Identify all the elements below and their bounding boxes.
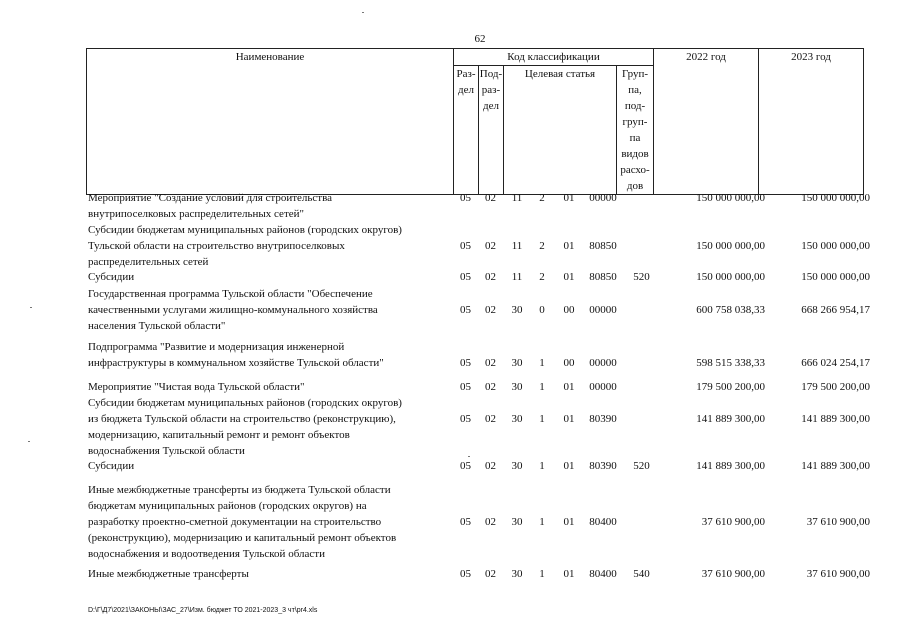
row-podrazdel: 02 [485,192,496,204]
row-razdel: 05 [460,192,471,204]
row-cs3: 01 [563,192,575,204]
row-podrazdel: 02 [485,240,496,252]
scan-speck [468,456,470,457]
row-name-line: разработку проектно-сметной документации на строительство [88,516,382,528]
row-podrazdel: 02 [485,516,496,528]
row-name [88,458,456,474]
row-y2022: 141 889 300,00 [696,460,765,472]
row-razdel: 05 [460,516,471,528]
row-cs2: 1 [539,568,545,580]
header-code: Код классификации [454,49,654,66]
row-name-line: Мероприятие "Создание условий для строительства [88,192,333,204]
row-y2023: 150 000 000,00 [801,271,870,283]
table-header [86,48,864,195]
row-cs4: 00000 [589,381,617,393]
header-target-article: Целевая статья [504,66,617,195]
row-y2023: 668 266 954,17 [801,304,870,316]
row-cs4: 80390 [589,413,617,425]
row-name-line: населения Тульской области" [88,320,226,332]
row-name-line: водоснабжения и водоотведения Тульской области [88,548,325,560]
row-cs4: 00000 [589,192,617,204]
row-cs4: 00000 [589,357,617,369]
row-name [88,482,456,562]
row-name-line: Субсидии [88,460,135,472]
row-y2023: 37 610 900,00 [806,568,870,580]
page-number: 62 [474,33,486,45]
row-cs1: 30 [511,413,523,425]
row-cs1: 11 [511,271,523,283]
row-name [88,566,456,582]
row-name-line: водоснабжения Тульской области [88,445,245,457]
footer-file-path: D:\Г\Д7\2021\ЗАКОНЫ\ЗАС_27\Изм. бюджет ТО 2021-2023_3 чт\pr4.xls [88,607,318,614]
row-cs3: 00 [563,357,575,369]
row-razdel: 05 [460,381,471,393]
row-name-line: Мероприятие "Чистая вода Тульской области" [88,381,305,393]
row-name-line: из бюджета Тульской области на строительство (реконструкцию), [88,413,396,425]
scan-speck [362,12,364,13]
row-y2023: 666 024 254,17 [801,357,870,369]
row-y2023: 150 000 000,00 [801,240,870,252]
row-cs2: 1 [539,413,545,425]
row-name-line: Тульской области на строительство внутрипоселковых [88,240,345,252]
row-cs2: 1 [539,516,545,528]
row-name [88,269,456,285]
row-name-line: Субсидии бюджетам муниципальных районов (городских округов) [88,397,402,409]
row-y2023: 150 000 000,00 [801,192,870,204]
row-cs3: 01 [563,271,575,283]
header-podrazdel: Под- раз- дел [479,66,504,195]
header-name: Наименование [87,49,454,195]
row-y2022: 37 610 900,00 [701,568,765,580]
row-cs4: 80400 [589,568,617,580]
row-y2023: 179 500 200,00 [801,381,870,393]
row-y2022: 150 000 000,00 [696,240,765,252]
row-y2022: 598 515 338,33 [696,357,765,369]
row-name-line: (реконструкцию), модернизацию и капитальный ремонт объектов [88,532,397,544]
row-cs1: 30 [511,516,523,528]
row-y2023: 37 610 900,00 [806,516,870,528]
row-cs3: 01 [563,381,575,393]
row-y2022: 150 000 000,00 [696,192,765,204]
row-cs1: 11 [511,240,523,252]
row-name-line: внутрипоселковых распределительных сетей" [88,208,305,220]
row-razdel: 05 [460,271,471,283]
row-cs2: 2 [539,271,545,283]
row-name-line: Подпрограмма "Развитие и модернизация инженерной [88,341,345,353]
row-cs4: 80850 [589,240,617,252]
row-cs2: 1 [539,357,545,369]
row-group: 540 [633,568,650,580]
row-cs3: 00 [563,304,575,316]
row-cs4: 00000 [589,304,617,316]
row-razdel: 05 [460,304,471,316]
row-cs1: 30 [511,460,523,472]
row-cs2: 1 [539,460,545,472]
row-cs2: 2 [539,240,545,252]
row-cs2: 1 [539,381,545,393]
row-cs2: 2 [539,192,545,204]
row-razdel: 05 [460,568,471,580]
row-razdel: 05 [460,413,471,425]
row-cs2: 0 [539,304,545,316]
row-name [88,190,456,222]
row-podrazdel: 02 [485,460,496,472]
row-name-line: модернизацию, капитальный ремонт и ремонт объектов [88,429,350,441]
scan-speck [28,441,30,442]
row-y2022: 150 000 000,00 [696,271,765,283]
row-cs4: 80390 [589,460,617,472]
row-cs1: 30 [511,304,523,316]
row-cs1: 30 [511,381,523,393]
row-y2022: 141 889 300,00 [696,413,765,425]
row-y2022: 37 610 900,00 [701,516,765,528]
row-podrazdel: 02 [485,357,496,369]
row-cs4: 80400 [589,516,617,528]
row-cs1: 30 [511,568,523,580]
row-name [88,286,456,334]
row-name [88,379,456,395]
row-razdel: 05 [460,357,471,369]
row-podrazdel: 02 [485,381,496,393]
row-name-line: качественными услугами жилищно-коммунального хозяйства [88,304,378,316]
row-razdel: 05 [460,460,471,472]
row-cs1: 11 [511,192,523,204]
row-razdel: 05 [460,240,471,252]
row-name-line: распределительных сетей [88,256,209,268]
row-y2023: 141 889 300,00 [801,413,870,425]
row-name-line: инфраструктуры в коммунальном хозяйстве Тульской области" [88,357,384,369]
row-name [88,395,456,459]
row-cs3: 01 [563,568,575,580]
header-razdel: Раз- дел [454,66,479,195]
row-name-line: Субсидии бюджетам муниципальных районов (городских округов) [88,224,402,236]
row-cs1: 30 [511,357,523,369]
header-group: Груп- па, под- груп- па видов расхо- дов [617,66,654,195]
header-year-2022: 2022 год [654,49,759,195]
row-group: 520 [633,460,650,472]
row-cs3: 01 [563,240,575,252]
row-cs3: 01 [563,516,575,528]
row-group: 520 [633,271,650,283]
row-name-line: Иные межбюджетные трансферты из бюджета Тульской области [88,484,391,496]
row-cs3: 01 [563,413,575,425]
header-year-2023: 2023 год [759,49,864,195]
row-name-line: Иные межбюджетные трансферты [88,568,249,580]
row-name-line: Субсидии [88,271,135,283]
row-name [88,339,456,371]
row-podrazdel: 02 [485,413,496,425]
row-podrazdel: 02 [485,271,496,283]
scan-speck [30,307,32,308]
row-y2022: 600 758 038,33 [696,304,765,316]
row-name [88,222,456,270]
row-y2022: 179 500 200,00 [696,381,765,393]
row-podrazdel: 02 [485,304,496,316]
row-podrazdel: 02 [485,568,496,580]
row-cs3: 01 [563,460,575,472]
row-y2023: 141 889 300,00 [801,460,870,472]
row-cs4: 80850 [589,271,617,283]
row-name-line: бюджетам муниципальных районов (городских округов) на [88,500,367,512]
row-name-line: Государственная программа Тульской области "Обеспечение [88,288,373,300]
